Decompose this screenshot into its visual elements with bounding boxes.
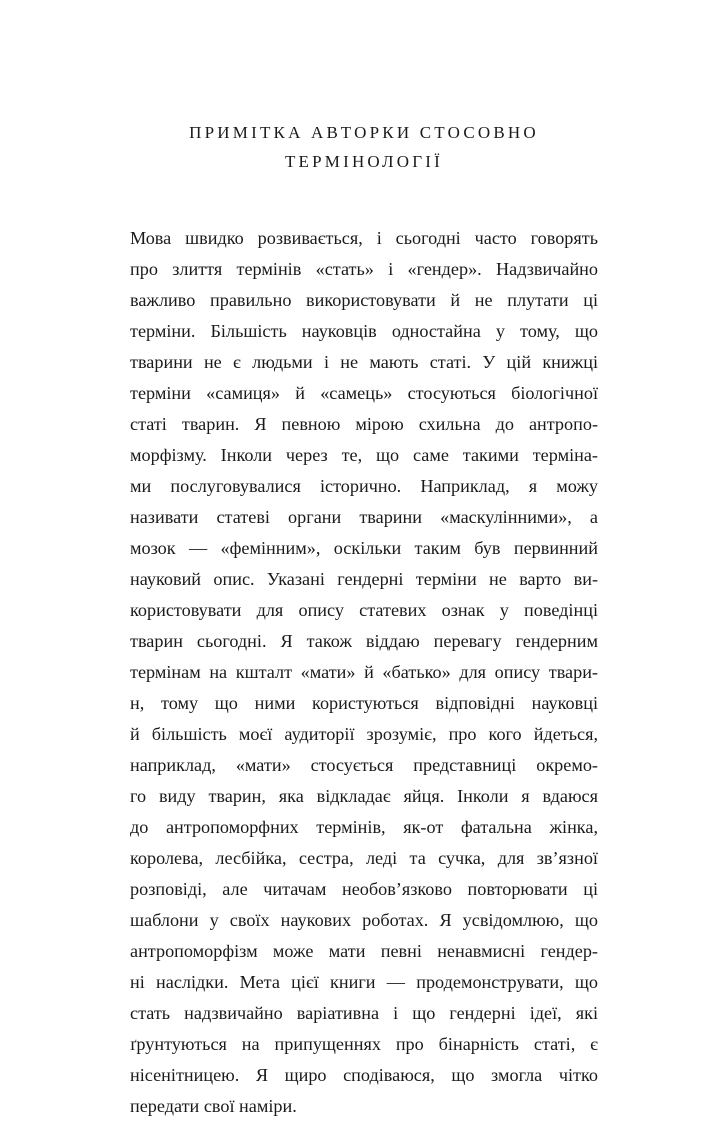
text-line: морфізму. Інколи через те, що саме такими терміна- [130,445,598,465]
text-line: про злиття термінів «стать» і «гендер». Надзвичайно [130,259,598,279]
text-line: термінам на кшталт «мати» й «батько» для опису твари- [130,662,598,682]
text-line: королева, лесбійка, сестра, леді та сучка, для зв’язної [130,848,598,868]
text-line: тварини не є людьми і не мають статі. У цій книжці [130,352,598,372]
text-line: тварин сьогодні. Я також віддаю перевагу гендерним [130,631,598,651]
text-line-last: передати свої наміри. [130,1096,297,1116]
text-line: антропоморфізм може мати певні ненавмисні гендер- [130,941,598,961]
heading-line-1: ПРИМІТКА АВТОРКИ СТОСОВНО [189,123,539,142]
text-line: й більшість моєї аудиторії зрозуміє, про кого йдеться, [130,724,598,744]
body-paragraph [130,223,598,1122]
text-line: нісенітницею. Я щиро сподіваюся, що змогла чітко [130,1065,598,1085]
text-line: терміни «самиця» й «самець» стосуються біологічної [130,383,598,403]
text-line: статі тварин. Я певною мірою схильна до антропо- [130,414,598,434]
chapter-heading [130,118,598,176]
text-line: ні наслідки. Мета цієї книги — продемонструвати, що [130,972,598,992]
text-line: терміни. Більшість науковців одностайна у тому, що [130,321,598,341]
text-line: наприклад, «мати» стосується представниці окремо- [130,755,598,775]
text-line: ґрунтуються на припущеннях про бінарність статі, є [130,1034,598,1054]
text-line: до антропоморфних термінів, як-от фатальна жінка, [130,817,598,837]
text-line: користовувати для опису статевих ознак у поведінці [130,600,598,620]
text-line: розповіді, але читачам необов’язково повторювати ці [130,879,598,899]
text-line: науковий опис. Указані гендерні терміни не варто ви- [130,569,598,589]
text-line: го виду тварин, яка відкладає яйця. Інколи я вдаюся [130,786,598,806]
text-line: Мова швидко розвивається, і сьогодні часто говорять [130,228,598,248]
text-line: важливо правильно використовувати й не плутати ці [130,290,598,310]
text-line: н, тому що ними користуються відповідні науковці [130,693,598,713]
text-line: шаблони у своїх наукових роботах. Я усвідомлюю, що [130,910,598,930]
text-line: називати статеві органи тварини «маскулінними», а [130,507,598,527]
text-line: стать надзвичайно варіативна і що гендерні ідеї, які [130,1003,598,1023]
heading-line-2: ТЕРМІНОЛОГІЇ [284,152,444,171]
text-line: мозок — «фемінним», оскільки таким був первинний [130,538,598,558]
text-line: ми послуговувалися історично. Наприклад, я можу [130,476,598,496]
